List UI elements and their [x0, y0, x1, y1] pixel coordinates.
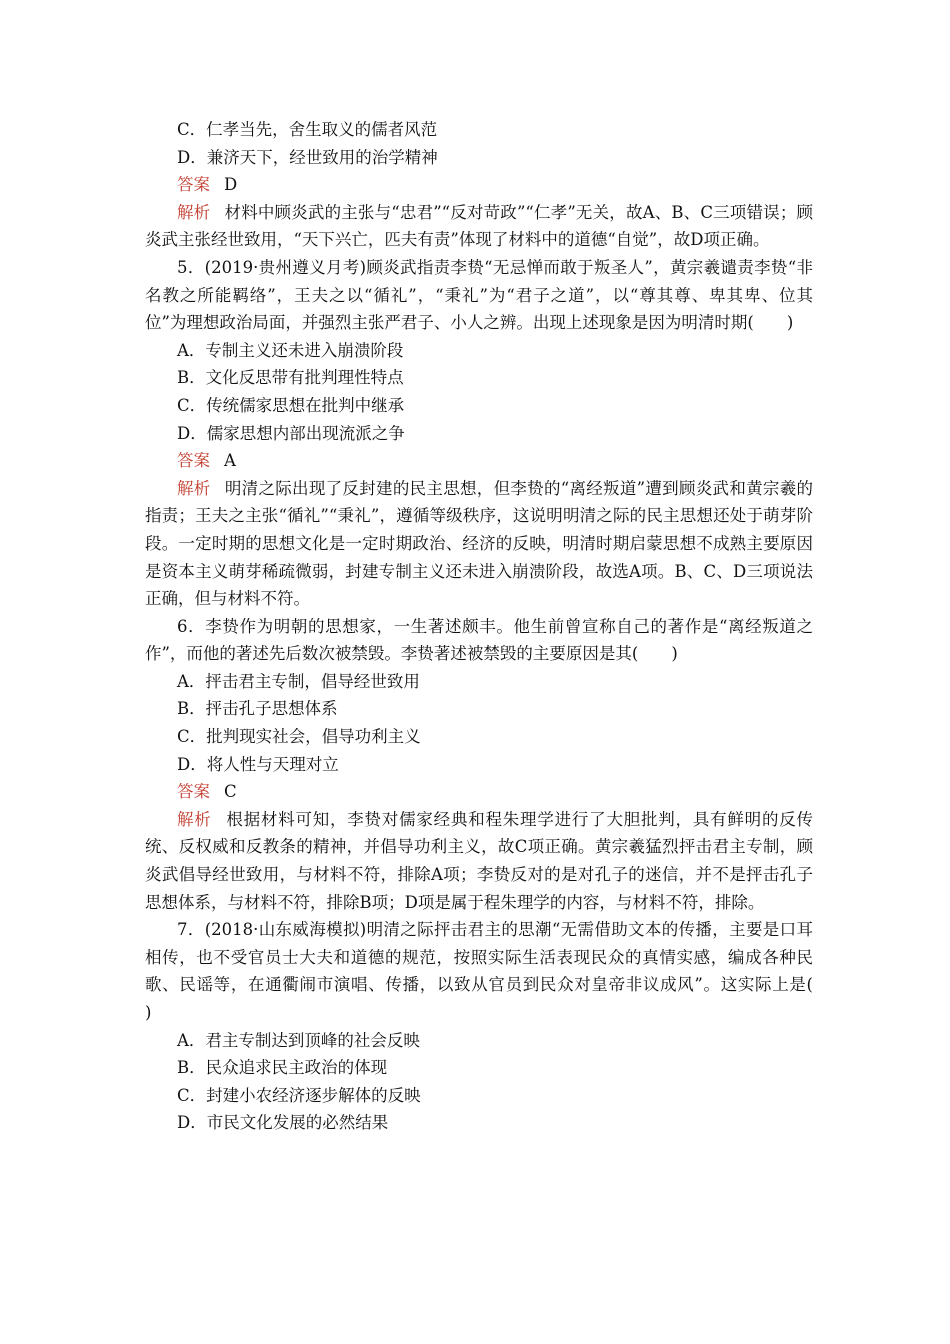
option-b: B．抨击孔子思想体系 — [177, 699, 338, 719]
option-d: D．儒家思想内部出现流派之争 — [177, 423, 405, 443]
question-stem: 6．李贽作为明朝的思想家，一生著述颇丰。他生前曾宣称自己的著作是“离经叛道之作”，而他的著述先后数次被禁毁。李贽著述被禁毁的主要原因是其( ) — [145, 616, 813, 664]
analysis-paragraph — [145, 475, 813, 613]
answer-value: D — [224, 175, 238, 195]
option-c: C．传统儒家思想在批判中继承 — [177, 395, 405, 415]
option-d: D．将人性与天理对立 — [177, 754, 339, 774]
option-b: B．文化反思带有批判理性特点 — [177, 368, 404, 388]
question-stem: 5．(2019·贵州遵义月考)顾炎武指责李贽“无忌惮而敢于叛圣人”，黄宗羲谴责李贽“非名教之所能羁络”，王夫之以“循礼”，“秉礼”为“君子之道”，以“尊其尊、卑其卑、位其位”为理想政治局面，并强烈主张严君子、小人之辨。出现上述现象是因为明清时期( ) — [145, 257, 813, 333]
question-7 — [145, 916, 846, 1137]
option-c: C．批判现实社会，倡导功利主义 — [177, 727, 421, 747]
option-c: C．仁孝当先，舍生取义的儒者风范 — [177, 120, 438, 139]
analysis-paragraph — [145, 199, 813, 254]
answer-value: A — [224, 451, 236, 471]
analysis-label: 解析 — [177, 478, 211, 498]
answer-line — [145, 778, 813, 806]
answer-value: C — [224, 782, 237, 802]
option-a: A．君主专制达到顶峰的社会反映 — [177, 1030, 420, 1050]
answer-label: 答案 — [177, 451, 210, 471]
option-b: B．民众追求民主政治的体现 — [177, 1058, 388, 1078]
analysis-text: 材料中顾炎武的主张与“忠君”“反对苛政”“仁孝”无关，故A、B、C三项错误；顾炎武主张经世致用，“天下兴亡，匹夫有责”体现了材料中的道德“自觉”，故D项正确。 — [145, 202, 814, 250]
answer-line — [145, 447, 813, 475]
option-d: D．兼济天下，经世致用的治学精神 — [177, 147, 438, 167]
analysis-label: 解析 — [177, 809, 212, 829]
question-6 — [145, 613, 813, 917]
option-d: D．市民文化发展的必然结果 — [177, 1113, 389, 1133]
document-page — [145, 116, 846, 1137]
answer-label: 答案 — [177, 782, 210, 802]
question-stem: 7．(2018·山东威海模拟)明清之际抨击君主的思潮“无需借助文本的传播，主要是口耳相传，也不受官员士大夫和道德的规范，按照实际生活表现民众的真情实感，编成各种民歌、民谣等，在通衢闹市演唱、传播，以致从官员到民众对皇帝非议成风”。这实际上是( ) — [145, 920, 846, 1022]
analysis-text: 明清之际出现了反封建的民主思想，但李贽的“离经叛道”遭到顾炎武和黄宗羲的指责；王夫之主张“循礼”“秉礼”，遵循等级秩序，这说明明清之际的民主思想还处于萌芽阶段。一定时期的思想文化是一定时期政治、经济的反映，明清时期启蒙思想不成熟主要原因是资本主义萌芽稀疏微弱，封建专制主义还未进入崩溃阶段，故选A项。B、C、D三项说法正确，但与材料不符。 — [145, 478, 814, 609]
analysis-paragraph — [145, 806, 813, 916]
analysis-text: 根据材料可知，李贽对儒家经典和程朱理学进行了大胆批判，具有鲜明的反传统、反权威和反教条的精神，并倡导功利主义，故C项正确。黄宗羲猛烈抨击君主专制，顾炎武倡导经世致用，与材料不符，排除A项；李贽反对的是对孔子的迷信，并不是抨击孔子思想体系，与材料不符，排除B项；D项是属于程朱理学的内容，与材料不符，排除。 — [145, 809, 814, 912]
answer-line — [145, 171, 813, 199]
question-5 — [145, 254, 813, 613]
option-a: A．专制主义还未进入崩溃阶段 — [177, 340, 404, 360]
option-c: C．封建小农经济逐步解体的反映 — [177, 1085, 421, 1105]
option-a: A．抨击君主专制，倡导经世致用 — [177, 671, 420, 691]
question-4-tail — [145, 116, 813, 254]
answer-label: 答案 — [177, 175, 210, 195]
analysis-label: 解析 — [177, 202, 211, 222]
